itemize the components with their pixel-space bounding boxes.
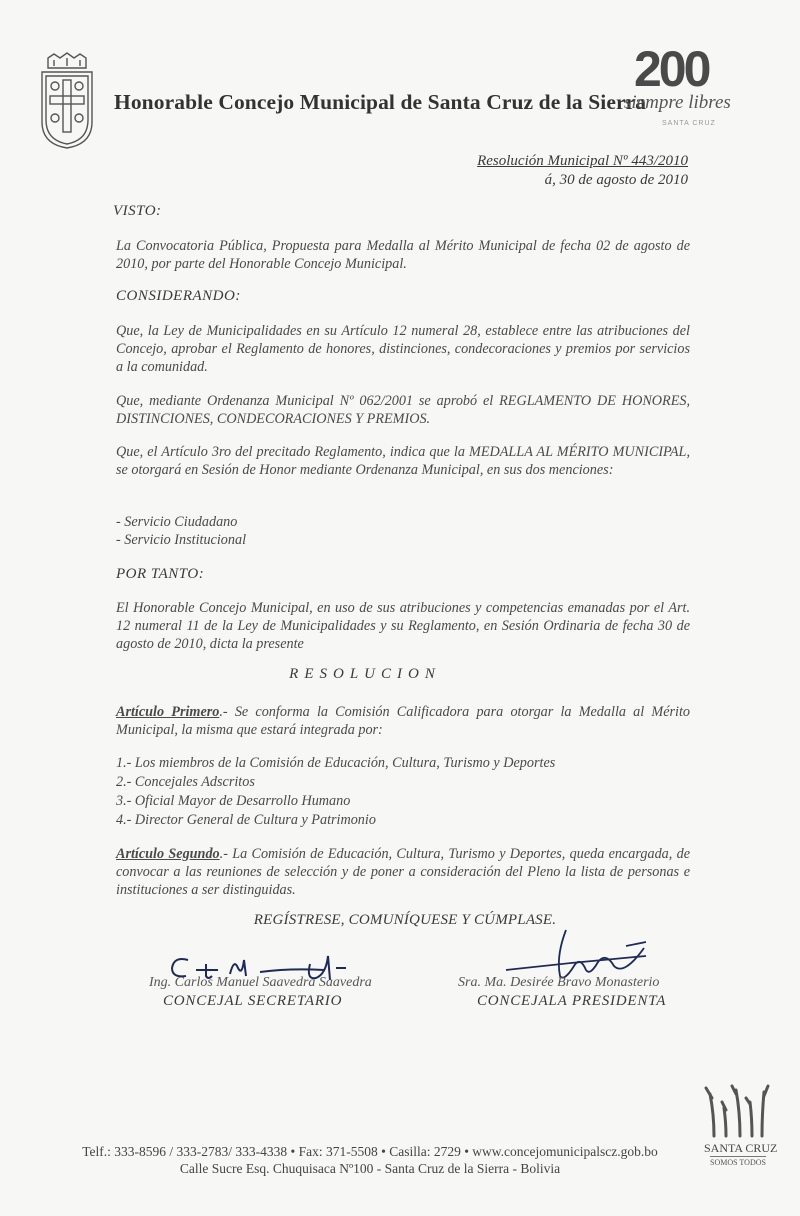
- resolution-number: Resolución Municipal Nº 443/2010: [477, 153, 688, 169]
- santa-cruz-logo-subtitle: SOMOS TODOS: [710, 1158, 766, 1167]
- article-1: [116, 703, 690, 739]
- resolution-date: á, 30 de agosto de 2010: [544, 172, 688, 188]
- visto-text: La Convocatoria Pública, Propuesta para Medalla al Mérito Municipal de fecha 02 de agosto de 2010, por parte del Honorable Concejo Municipal.: [116, 238, 690, 272]
- right-signatory-name: Sra. Ma. Desirée Bravo Monasterio: [458, 975, 660, 990]
- article-1-label: Artículo Primero: [116, 704, 220, 720]
- left-signatory-name: Ing. Carlos Manuel Saavedra Saavedra: [149, 975, 372, 990]
- closing-formula: REGÍSTRESE, COMUNÍQUESE Y CÚMPLASE.: [253, 912, 557, 928]
- footer-address: Calle Sucre Esq. Chuquisaca Nº100 - Santa Cruz de la Sierra - Bolivia: [179, 1161, 561, 1176]
- people-figures-icon: [700, 1084, 780, 1142]
- article-2: [116, 845, 690, 899]
- member-item: 4.- Director General de Cultura y Patrimonio: [116, 812, 376, 828]
- left-signatory-title: CONCEJAL SECRETARIO: [163, 993, 343, 1009]
- resolucion-title: RESOLUCION: [289, 666, 441, 682]
- considerando-para-2: Que, mediante Ordenanza Municipal Nº 062/2001 se aprobó el REGLAMENTO DE HONORES, DISTINCIONES, CONDECORACIONES Y PREMIOS.: [116, 393, 690, 427]
- considerando-para-3: Que, el Artículo 3ro del precitado Reglamento, indica que la MEDALLA AL MÉRITO MUNICIPAL, se otorgará en Sesión de Honor mediante Ordenanza Municipal, en sus dos menciones:: [116, 444, 690, 478]
- member-item: 2.- Concejales Adscritos: [116, 774, 255, 790]
- mention-item: - Servicio Institucional: [116, 532, 247, 548]
- article-2-label: Artículo Segundo: [116, 846, 220, 862]
- member-item: 3.- Oficial Mayor de Desarrollo Humano: [116, 793, 351, 809]
- logo-200-number: 200: [634, 41, 709, 97]
- footer-contact: Telf.: 333-8596 / 333-2783/ 333-4338 • Fax: 371-5508 • Casilla: 2729 • www.concejomunicipalscz.gob.bo: [82, 1144, 658, 1159]
- right-signatory-title: CONCEJALA PRESIDENTA: [477, 993, 667, 1009]
- por-tanto-heading: POR TANTO:: [116, 566, 205, 582]
- bicentennial-logo: [622, 41, 762, 134]
- santa-cruz-logo-name: SANTA CRUZ: [704, 1141, 778, 1155]
- member-item: 1.- Los miembros de la Comisión de Educación, Cultura, Turismo y Deportes: [116, 755, 556, 771]
- logo-200-small-text: SANTA CRUZ: [662, 120, 716, 127]
- article-1-text: .- Se conforma la Comisión Calificadora para otorgar la Medalla al Mérito Municipal, la misma que estará integrada por:: [116, 704, 690, 738]
- logo-200-tagline: siempre libres: [624, 92, 731, 113]
- org-title: Honorable Concejo Municipal de Santa Cruz de la Sierra: [114, 90, 647, 114]
- article-2-text: .- La Comisión de Educación, Cultura, Turismo y Deportes, queda encargada, de convocar a las reuniones de selección y de poner a consideración del Pleno la lista de personas e instituciones a ser distinguidas.: [116, 846, 690, 898]
- coat-of-arms-icon: [38, 52, 96, 150]
- mention-item: - Servicio Ciudadano: [116, 514, 238, 530]
- visto-heading: VISTO:: [113, 203, 162, 219]
- considerando-para-1: Que, la Ley de Municipalidades en su Artículo 12 numeral 28, establece entre las atribuciones del Concejo, aprobar el Reglamento de honores, distinciones, condecoraciones y premios por servicios a la comunidad.: [116, 323, 690, 375]
- considerando-heading: CONSIDERANDO:: [116, 288, 241, 304]
- por-tanto-text: El Honorable Concejo Municipal, en uso de sus atribuciones y competencias emanadas por el Art. 12 numeral 11 de la Ley de Municipalidades y su Reglamento, en Sesión Ordinaria de fecha 30 de agosto de 2010, dicta la presente: [116, 600, 690, 652]
